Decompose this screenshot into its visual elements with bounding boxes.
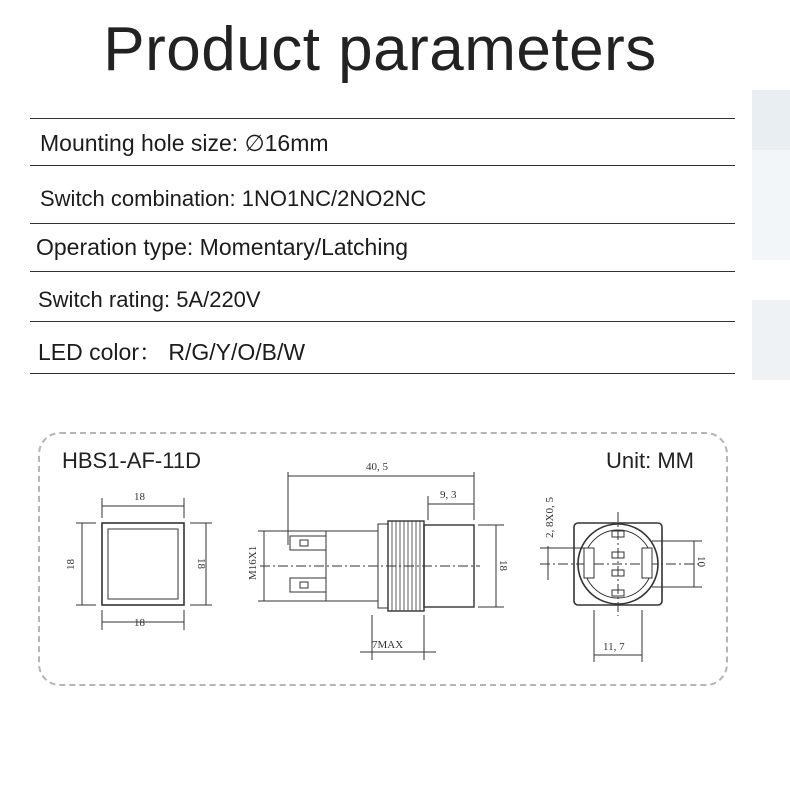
param-value: Momentary/Latching	[199, 234, 409, 260]
param-value: R/G/Y/O/B/W	[168, 339, 306, 365]
unit-label: Unit: MM	[606, 448, 694, 473]
dim-side-max: 7MAX	[372, 639, 404, 651]
side-view	[258, 472, 504, 660]
dim-side-head: 9, 3	[440, 489, 457, 501]
dim-rear-width: 11, 7	[603, 641, 625, 653]
dim-front-bottom: 18	[134, 617, 145, 629]
param-label: Switch combination:	[40, 186, 236, 211]
param-value: ∅16mm	[244, 130, 329, 156]
model-number: HBS1-AF-11D	[62, 448, 201, 473]
dim-side-thread: M16X1	[247, 545, 259, 580]
dim-rear-span: 10	[695, 556, 707, 567]
param-label: Switch rating:	[38, 287, 171, 312]
param-label: Operation type:	[36, 234, 194, 260]
dim-rear-pin: 2, 8X0, 5	[544, 497, 556, 538]
param-label: Mounting hole size:	[40, 130, 239, 156]
param-value: 1NO1NC/2NO2NC	[241, 186, 427, 211]
dim-side-height: 18	[497, 560, 509, 571]
dim-side-length: 40, 5	[366, 461, 388, 473]
front-view	[76, 498, 212, 630]
page-title: Product parameters	[103, 15, 657, 84]
param-label: LED color：	[38, 339, 162, 365]
param-value: 5A/220V	[176, 287, 261, 312]
dim-front-left: 18	[65, 559, 77, 570]
rear-view	[540, 512, 702, 662]
dim-front-right: 18	[195, 558, 207, 569]
dim-front-top: 18	[134, 491, 145, 503]
